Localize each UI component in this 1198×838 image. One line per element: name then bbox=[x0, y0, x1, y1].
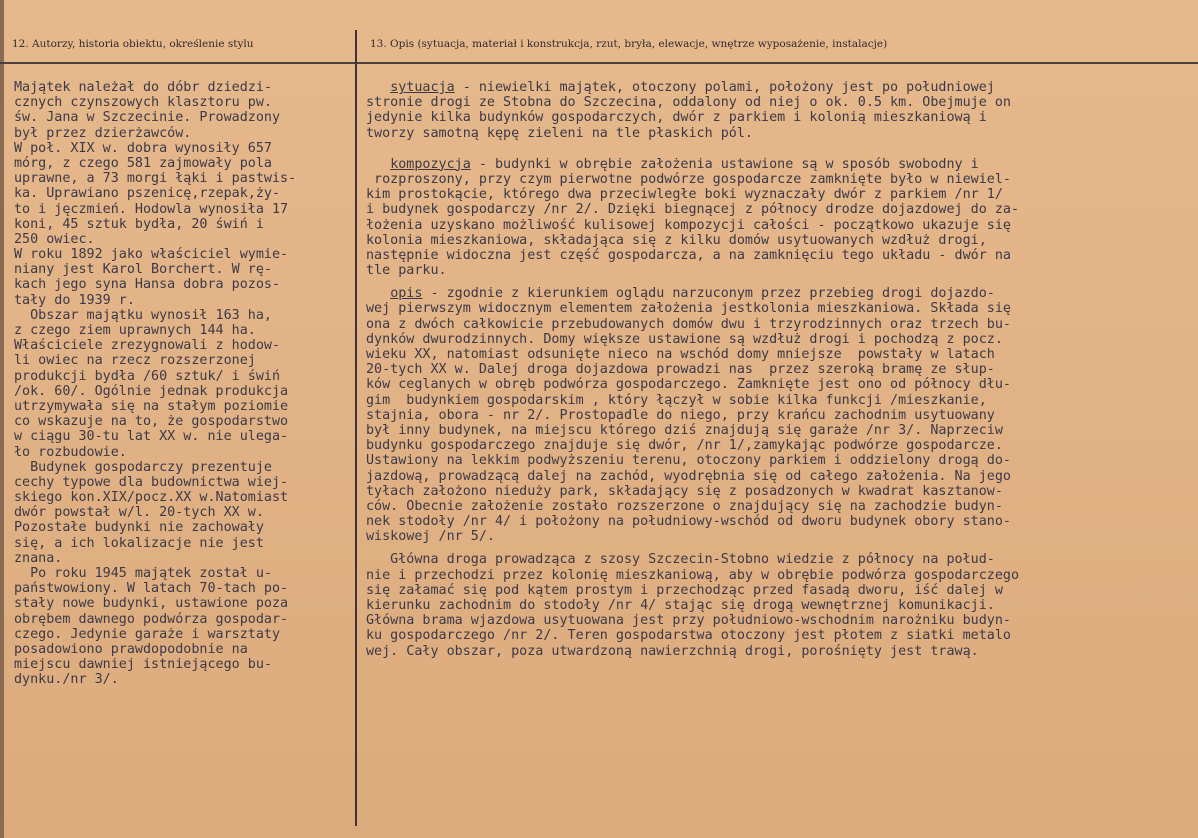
text-line: budynku gospodarczego znajduje się dwór, /nr 1/,zamykając podwórze gospodarcze. bbox=[366, 438, 1003, 454]
section-12-title: 12. Autorzy, historia obiektu, określenie stylu bbox=[12, 38, 254, 50]
page-edge bbox=[0, 0, 4, 838]
text-line: się, a ich lokalizacje nie jest bbox=[14, 535, 264, 551]
text-line: obrębem dawnego podwórza gospodar- bbox=[14, 611, 289, 627]
text-line: kach jego syna Hansa dobra pozos- bbox=[14, 277, 281, 293]
text-line: św. Jana w Szczecinie. Prowadzony bbox=[14, 110, 281, 126]
text-line: Główna droga prowadząca z szosy Szczecin-Stobno wiedzie z północy na połud- bbox=[366, 552, 995, 568]
text-line: stronie drogi ze Stobna do Szczecina, oddalony od niej o ok. 0.5 km. Obejmuje on bbox=[366, 95, 1011, 111]
text-line: następnie widoczna jest część gospodarcza, a na zamknięciu tego układu - dwór na bbox=[366, 247, 1011, 263]
text-line: Właściciele zrezygnowali z hodow- bbox=[14, 338, 281, 354]
text-line: znana. bbox=[14, 550, 63, 566]
text-line: uprawne, a 73 morgi łąki i pastwis- bbox=[14, 171, 297, 187]
text-line: koni, 45 sztuk bydła, 20 świń i bbox=[14, 216, 264, 232]
paragraph-gap bbox=[366, 149, 1194, 157]
text-line: w ciągu 30-tu lat XX w. nie ulega- bbox=[14, 429, 289, 445]
text-line: Budynek gospodarczy prezentuje bbox=[14, 459, 272, 475]
text-line: wiskowej /nr 5/. bbox=[366, 529, 495, 545]
text-line: li owiec na rzecz rozszerzonej bbox=[14, 353, 256, 369]
column-divider bbox=[355, 30, 357, 826]
text-line: jedynie kilka budynków gospodarczych, dwór z parkiem i kolonią mieszkaniową i bbox=[366, 110, 987, 126]
text-line: 250 owiec. bbox=[14, 231, 95, 247]
text-line: tworzy samotną kępę zieleni na tle płaskich pól. bbox=[366, 125, 753, 141]
text-line: posadowiono prawdopodobnie na bbox=[14, 641, 248, 657]
text-line: wieku XX, natomiast odsunięte nieco na wschód domy mniejsze powstały w latach bbox=[366, 347, 995, 362]
text-line: kim prostokącie, którego dwa przeciwległe boki wyznaczały dwór z parkiem /nr 1/ bbox=[366, 187, 1003, 203]
paragraph-gap bbox=[366, 141, 1194, 149]
paragraph-gap bbox=[366, 278, 1194, 286]
text-line: opis - zgodnie z kierunkiem oglądu narzuconym przez przebieg drogi dojazdo- bbox=[390, 286, 995, 302]
text-line: dynków dwurodzinnych. Domy większe ustawione są wzdłuż drogi i pochodzą z pocz. bbox=[366, 331, 1003, 347]
text-line: W poł. XIX w. dobra wynosiły 657 bbox=[14, 140, 272, 156]
text-line: tały do 1939 r. bbox=[14, 292, 135, 308]
text-line: nie i przechodzi przez kolonię mieszkaniową, aby w obrębie podwórza gospodarczego bbox=[366, 567, 1020, 583]
text-line: kompozycja - budynki w obrębie założenia ustawione są w sposób swobodny i bbox=[390, 156, 979, 172]
text-line: Główna brama wjazdowa usytuowana jest przy południowo-wschodnim narożniku budyn- bbox=[366, 613, 1011, 629]
text-line: stały nowe budynki, ustawione poza bbox=[14, 596, 289, 612]
history-text-column bbox=[14, 80, 354, 688]
text-line: państwowiony. W latach 70-tach po- bbox=[14, 581, 289, 597]
text-line: mórg, z czego 581 zajmowały pola bbox=[14, 155, 272, 171]
text-line: niany jest Karol Borchert. W rę- bbox=[14, 262, 272, 278]
text-line: ców. Obecnie założenie zostało rozszerzone o znajdujący się na zachodzie budyn- bbox=[366, 498, 1003, 514]
text-line: cznych czynszowych klasztoru pw. bbox=[14, 95, 272, 111]
text-line: czego. Jedynie garaże i warsztaty bbox=[14, 626, 281, 642]
text-line: Obszar majątku wynosił 163 ha, bbox=[14, 307, 272, 323]
description-text-column bbox=[366, 80, 1194, 659]
text-line: ło rozbudowie. bbox=[14, 444, 127, 460]
text-line: ku gospodarczego /nr 2/. Teren gospodarstwa otoczony jest płotem z siatki metalo bbox=[366, 628, 1011, 644]
section-keyword: opis bbox=[390, 286, 423, 302]
text-line: nek stodoły /nr 4/ i położony na południowy-wschód od dworu budynek obory stano- bbox=[366, 514, 1011, 530]
text-line: gim budynkiem gospodarskim , który łączył w sobie kilka funkcji /mieszkanie, bbox=[366, 392, 987, 408]
text-line: się załamać się pod kątem prostym i przechodząc przed fasadą dworu, iść dalej w bbox=[366, 582, 1003, 598]
text-line: co wskazuje na to, że gospodarstwo bbox=[14, 414, 289, 430]
text-line: skiego kon.XIX/pocz.XX w.Natomiast bbox=[14, 490, 289, 506]
text-line: dwór powstał w/l. 20-tych XX w. bbox=[14, 505, 264, 521]
text-line: 20-tych XX w. Dalej droga dojazdowa prowadzi nas przez szeroką bramę ze słup- bbox=[366, 362, 995, 378]
text-line: kierunku zachodnim do stodoły /nr 4/ stając się drogą wewnętrznej komunikacji. bbox=[366, 598, 995, 613]
text-line: rozproszony, przy czym pierwotne podwórze gospodarcze zamknięte było w niewiel- bbox=[366, 171, 1011, 187]
text-line: tle parku. bbox=[366, 263, 447, 279]
text-line: produkcji bydła /60 sztuk/ i świń bbox=[14, 368, 281, 384]
text-line: cechy typowe dla budownictwa wiej- bbox=[14, 474, 289, 490]
text-line: utrzymywała się na stałym poziomie bbox=[14, 398, 289, 414]
text-line: dynku./nr 3/. bbox=[14, 672, 119, 688]
text-line: i budynek gospodarczy /nr 2/. Dzięki biegnącej z północy drodze dojazdowej do za- bbox=[366, 202, 1020, 218]
text-line: był inny budynek, na miejscu którego dziś znajdują się garaże /nr 3/. Naprzeciw bbox=[366, 422, 1003, 438]
text-line: Pozostałe budynki nie zachowały bbox=[14, 520, 264, 536]
text-line: wej pierwszym widocznym elementem założenia jestkolonia mieszkaniowa. Składa się bbox=[366, 301, 1011, 317]
text-line: wej. Cały obszar, poza utwardzoną nawierzchnią drogi, porośnięty jest trawą. bbox=[366, 643, 979, 659]
text-line: ona z dwóch całkowicie przebudowanych domów dwu i trzyrodzinnych oraz trzech bu- bbox=[366, 316, 1011, 332]
text-line: sytuacja - niewielki majątek, otoczony polami, położony jest po południowej bbox=[390, 80, 995, 95]
section-13-title: 13. Opis (sytuacja, materiał i konstrukcja, rzut, bryła, elewacje, wnętrze wyposażenie, instalacje) bbox=[370, 38, 888, 50]
text-line: jazdową, prowadzącą dalej na zachód, wyodrębnia się od całego założenia. Na jego bbox=[366, 468, 1011, 484]
header-divider bbox=[0, 62, 1198, 64]
section-keyword: sytuacja bbox=[390, 80, 455, 95]
text-line: Majątek należał do dóbr dziedzi- bbox=[14, 80, 272, 95]
text-line: z czego ziem uprawnych 144 ha. bbox=[14, 323, 256, 338]
text-line: miejscu dawniej istniejącego bu- bbox=[14, 657, 272, 673]
text-line: to i jęczmień. Hodowla wynosiła 17 bbox=[14, 201, 289, 217]
text-line: ków ceglanych w obręb podwórza gospodarczego. Zamknięte jest ono od północy dłu- bbox=[366, 377, 1011, 393]
text-line: /ok. 60/. Ogólnie jednak produkcja bbox=[14, 383, 289, 399]
text-line: W roku 1892 jako właściciel wymie- bbox=[14, 247, 289, 263]
section-keyword: kompozycja bbox=[390, 156, 471, 172]
text-line: łożenia uzyskano możliwość kulisowej kompozycji całości - początkowo ukazuje się bbox=[366, 217, 1011, 233]
text-line: Ustawiony na lekkim podwyższeniu terenu, otoczony parkiem i oddzielony drogą do- bbox=[366, 453, 1011, 469]
text-line: stajnia, obora - nr 2/. Prostopadle do niego, przy krańcu zachodnim usytuowany bbox=[366, 407, 995, 423]
text-line: Po roku 1945 majątek został u- bbox=[14, 566, 272, 581]
text-line: tyłach założono nieduży park, składający się z posadzonych w kwadrat kasztanow- bbox=[366, 483, 1003, 499]
text-line: ka. Uprawiano pszenicę,rzepak,ży- bbox=[14, 186, 281, 202]
text-line: był przez dzierżawców. bbox=[14, 125, 192, 141]
text-line: kolonia mieszkaniowa, składająca się z kilku domów usytuowanych wzdłuż drogi, bbox=[366, 232, 987, 248]
